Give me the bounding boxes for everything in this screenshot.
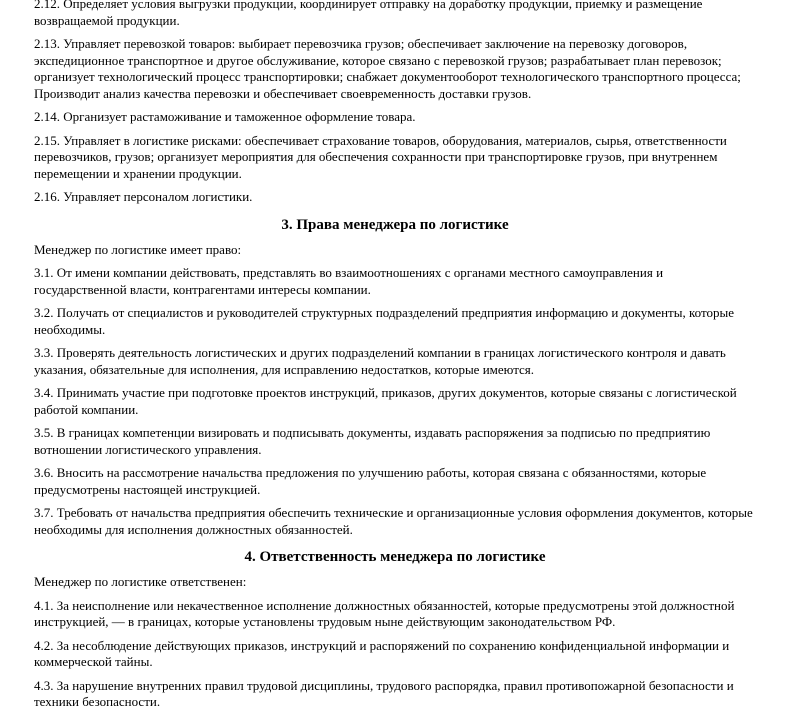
section-4-heading: 4. Ответственность менеджера по логистике <box>244 549 546 565</box>
clause-3-2: 3.2. Получать от специалистов и руководителей структурных подразделений предприятия информацию и документы, которые необходимы. <box>34 305 734 337</box>
clause-4-1: 4.1. За неисполнение или некачественное исполнение должностных обязанностей, которые предусмотрены этой должностной инструкцией, — в границах, которые установлены трудовым ныне действующим законодательством РФ. <box>34 597 735 629</box>
clause-4-3: 4.3. За нарушение внутренних правил трудовой дисциплины, трудового распорядка, правил противопожарной безопасности и техники безопасности. <box>34 677 734 709</box>
clause-3-3: 3.3. Проверять деятельность логистических и других подразделений компании в границах логистического контроля и давать указания, обязательные для исполнения, для исправлению недостатков, которые имеются. <box>34 345 726 377</box>
clause-3-4: 3.4. Принимать участие при подготовке проектов инструкций, приказов, других документов, которые связаны с логистической работой компании. <box>34 385 737 417</box>
clause-3-1: 3.1. От имени компании действовать, представлять во взаимоотношениях с органами местного самоуправления и государственной власти, контрагентами интересы компании. <box>34 265 664 297</box>
clause-2-13: 2.13. Управляет перевозкой товаров: выбирает перевозчика грузов; обеспечивает заключение на перевозку договоров, экспедиционное транспортное и другое обслуживание, которое связано с перевозкой грузов; разрабатывает план перевозок; организует технологический процесс транспортировки; снабжает документооборот технологического транспортного процесса; Производит анализ качества перевозки и обеспечивает своевременность доставки грузов. <box>34 36 741 101</box>
clause-4-2: 4.2. За несоблюдение действующих приказов, инструкций и распоряжений по сохранению конфиденциальной информации и коммерческой тайны. <box>34 637 730 669</box>
clause-2-12: 2.12. Определяет условия выгрузки продукции, координирует отправку на доработку продукции, приемку и размещение возвращаемой продукции. <box>34 0 703 28</box>
section-3-heading: 3. Права менеджера по логистике <box>281 216 509 233</box>
clause-3-5: 3.5. В границах компетенции визировать и подписывать документы, издавать распоряжения за подписью по предприятию вотношении логистического управления. <box>34 425 711 457</box>
clause-2-15: 2.15. Управляет в логистике рисками: обеспечивает страхование товаров, оборудования, материалов, сырья, ответственности перевозчиков, грузов; организует мероприятия для обеспечения сохранности при транспортировке грузов, при внутреннем перемещении и хранении продукции. <box>34 132 727 181</box>
clause-3-7: 3.7. Требовать от начальства предприятия обеспечить технические и организационные условия оформления документов, которые необходимы для исполнения должностных обязанностей. <box>34 505 753 537</box>
document-page <box>34 0 756 718</box>
clause-2-16: 2.16. Управляет персоналом логистики. <box>34 189 253 204</box>
section-3-intro: Менеджер по логистике имеет право: <box>34 241 242 257</box>
section-4-intro: Менеджер по логистике ответственен: <box>34 574 247 589</box>
clause-3-6: 3.6. Вносить на рассмотрение начальства предложения по улучшению работы, которая связана с обязанностями, которые предусмотрены настоящей инструкцией. <box>34 465 707 497</box>
clause-2-14: 2.14. Организует растаможивание и таможенное оформление товара. <box>34 109 416 124</box>
